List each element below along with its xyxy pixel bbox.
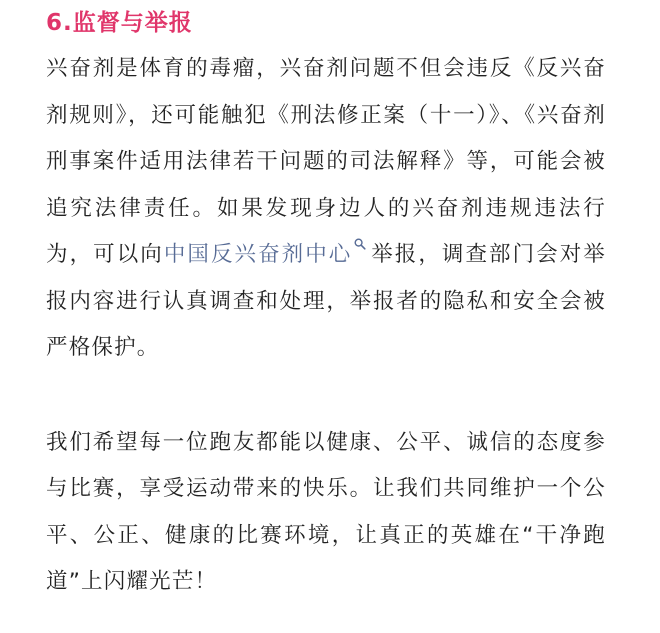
paragraph-text-before-link: 兴奋剂是体育的毒瘤，兴奋剂问题不但会违反《反兴奋剂规则》，还可能触犯《刑法修正案（十一）》、《兴奋剂刑事案件适用法律若干问题的司法解释》等，可能会被追究法律责任。如果发现身边人的兴奋剂违规违法行为，可以向 <box>46 56 606 267</box>
anti-doping-center-link[interactable] <box>164 242 371 267</box>
closing-paragraph: 我们希望每一位跑友都能以健康、公平、诚信的态度参与比赛，享受运动带来的快乐。让我们共同维护一个公平、公正、健康的比赛环境，让真正的英雄在“干净跑道”上闪耀光芒！ <box>46 429 606 594</box>
article-content <box>46 0 606 606</box>
reporting-paragraph <box>46 46 606 372</box>
anti-doping-center-link-label: 中国反兴奋剂中心 <box>163 242 353 267</box>
search-icon[interactable] <box>354 238 368 252</box>
section-heading: 6.监督与举报 <box>46 10 193 36</box>
paragraph-text-after-link: 举报，调查部门会对举报内容进行认真调查和处理，举报者的隐私和安全会被严格保护。 <box>46 242 606 360</box>
